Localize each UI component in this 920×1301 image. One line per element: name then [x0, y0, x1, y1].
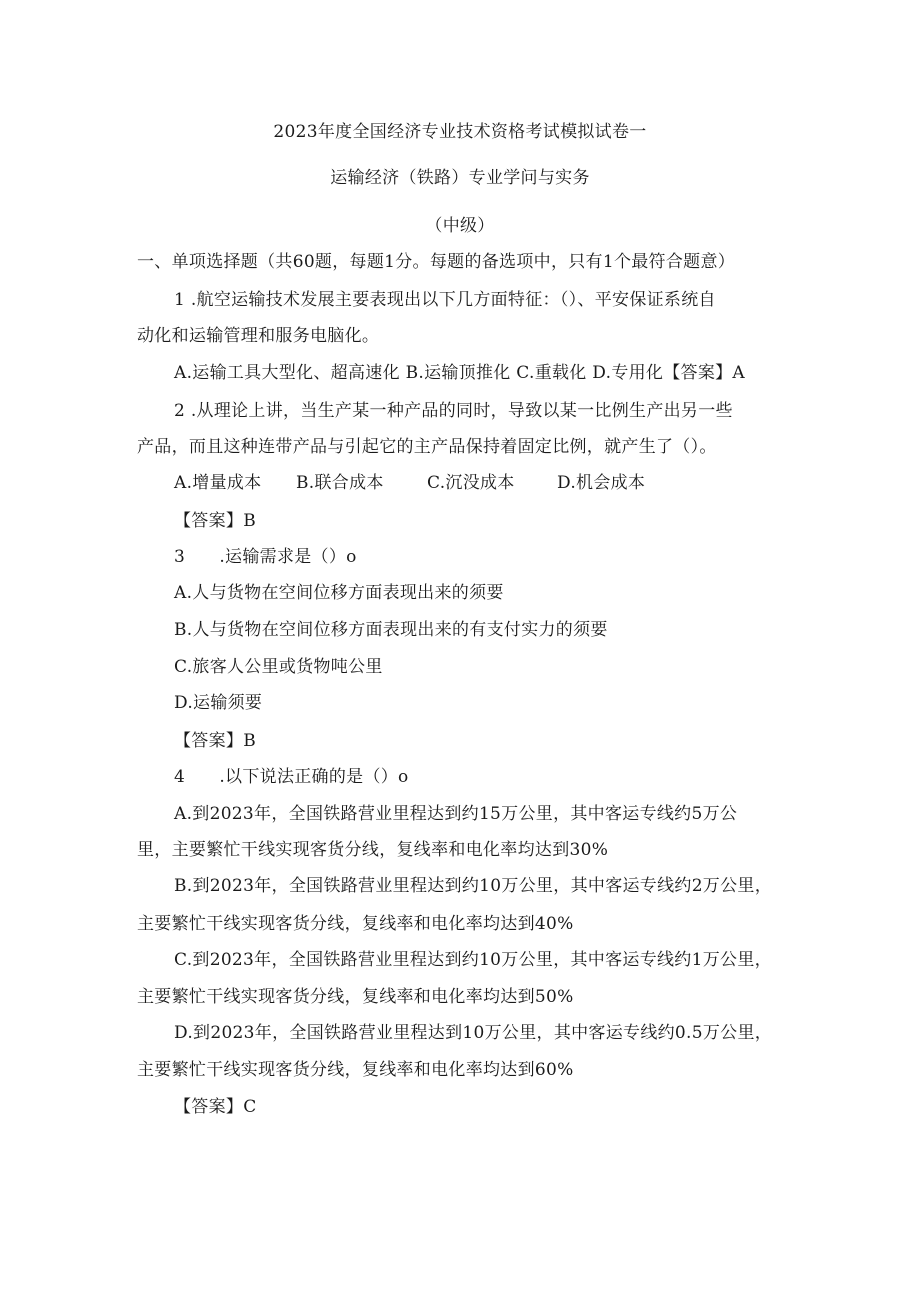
q2-option-b: B.联合成本: [296, 473, 384, 493]
q2-stem-line1: 2 .从理论上讲，当生产某一种产品的同时，导致以某一比例生产出另一些: [174, 401, 733, 421]
exam-title: 2023年度全国经济专业技术资格考试模拟试卷一: [273, 122, 647, 142]
q3-option-d: D.运输须要: [174, 693, 263, 713]
q4-answer: 【答案】C: [174, 1097, 257, 1117]
q1-stem-line2: 动化和运输管理和服务电脑化。: [137, 326, 380, 346]
q1-options-answer: A.运输工具大型化、超高速化 B.运输顶推化 C.重载化 D.专用化【答案】A: [174, 363, 745, 383]
q2-stem-line2: 产品，而且这种连带产品与引起它的主产品保持着固定比例，就产生了（）。: [137, 437, 717, 457]
q4-option-c-line2: 主要繁忙干线实现客货分线，复线率和电化率均达到50%: [137, 987, 574, 1007]
q4-option-d-line2: 主要繁忙干线实现客货分线，复线率和电化率均达到60%: [137, 1060, 574, 1080]
q3-option-a: A.人与货物在空间位移方面表现出来的须要: [174, 583, 504, 603]
q3-answer: 【答案】B: [174, 731, 256, 751]
q2-option-d: D.机会成本: [557, 473, 646, 493]
q1-stem-line1: 1 .航空运输技术发展主要表现出以下几方面特征：（）、平安保证系统自: [174, 290, 716, 310]
q4-option-a-line1: A.到2023年，全国铁路营业里程达到约15万公里，其中客运专线约5万公: [174, 804, 738, 824]
section-heading: 一、单项选择题（共60题，每题1分。每题的备选项中，只有1个最符合题意）: [137, 252, 736, 272]
q3-stem: 3 .运输需求是（）o: [174, 547, 357, 567]
q4-option-d-line1: D.到2023年，全国铁路营业里程达到10万公里，其中客运专线约0.5万公里，: [174, 1023, 773, 1043]
q3-option-c: C.旅客人公里或货物吨公里: [174, 657, 383, 677]
q4-option-c-line1: C.到2023年，全国铁路营业里程达到约10万公里，其中客运专线约1万公里，: [174, 950, 772, 970]
q4-option-b-line1: B.到2023年，全国铁路营业里程达到约10万公里，其中客运专线约2万公里，: [174, 876, 773, 896]
q2-answer: 【答案】B: [174, 511, 256, 531]
q4-option-b-line2: 主要繁忙干线实现客货分线，复线率和电化率均达到40%: [137, 914, 574, 934]
exam-level: （中级）: [425, 216, 495, 236]
q4-option-a-line2: 里，主要繁忙干线实现客货分线，复线率和电化率均达到30%: [137, 840, 609, 860]
exam-subtitle: 运输经济（铁路）专业学问与实务: [330, 168, 590, 188]
q2-option-c: C.沉没成本: [427, 473, 515, 493]
q3-option-b: B.人与货物在空间位移方面表现出来的有支付实力的须要: [174, 620, 608, 640]
q4-stem: 4 .以下说法正确的是（）o: [174, 767, 409, 787]
q2-option-a: A.增量成本: [174, 473, 262, 493]
q2-options: [174, 471, 645, 495]
